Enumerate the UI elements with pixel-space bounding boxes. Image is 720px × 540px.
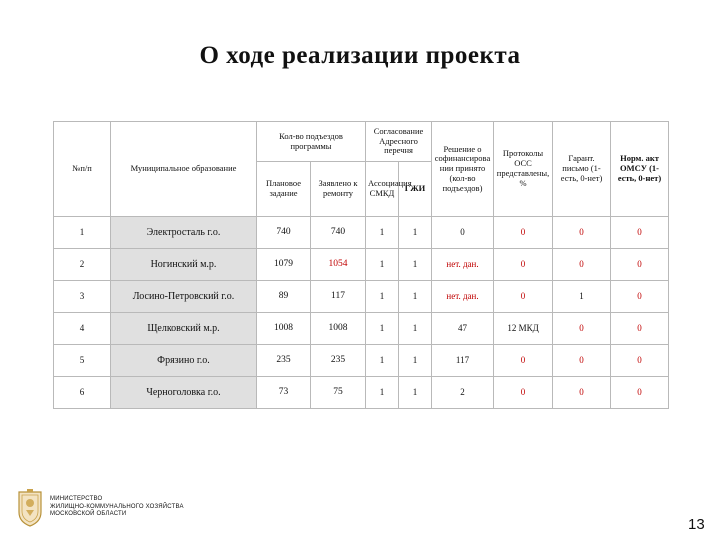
row-gzhi: 1 (399, 377, 432, 409)
row-num: 3 (54, 281, 111, 313)
row-gzhi: 1 (399, 345, 432, 377)
table-row (54, 249, 669, 281)
header-num: №п/п (54, 122, 111, 217)
header-gzhi: ГЖИ (399, 162, 432, 217)
row-planned: 1008 (257, 313, 311, 345)
row-association: 1 (366, 377, 399, 409)
header-entrances-group: Кол-во подъездов программы (257, 122, 366, 162)
row-norm: 0 (611, 345, 669, 377)
row-municipality: Черноголовка г.о. (111, 377, 257, 409)
row-municipality: Фрязино г.о. (111, 345, 257, 377)
row-norm: 0 (611, 377, 669, 409)
row-cofinancing: 117 (432, 345, 494, 377)
row-gzhi: 1 (399, 217, 432, 249)
coat-of-arms-icon (16, 488, 44, 528)
row-municipality: Ногинский м.р. (111, 249, 257, 281)
ministry-caption (50, 496, 184, 519)
row-municipality: Щелковский м.р. (111, 313, 257, 345)
row-norm: 0 (611, 313, 669, 345)
header-oss: Протоколы ОСС представлены, % (494, 122, 553, 217)
header-municipality: Муниципальное образование (111, 122, 257, 217)
row-oss: 0 (494, 281, 553, 313)
row-planned: 235 (257, 345, 311, 377)
row-gzhi: 1 (399, 313, 432, 345)
header-planned: Плановое задание (257, 162, 311, 217)
header-declared: Заявлено к ремонту (311, 162, 366, 217)
table-row (54, 313, 669, 345)
header-cofinancing: Решение о софинансирова нии принято (кол-во подъездов) (432, 122, 494, 217)
row-declared: 235 (311, 345, 366, 377)
row-municipality: Лосино-Петровский г.о. (111, 281, 257, 313)
row-planned: 73 (257, 377, 311, 409)
header-guarantee: Гарант. письмо (1-есть, 0-нет) (553, 122, 611, 217)
row-num: 2 (54, 249, 111, 281)
row-norm: 0 (611, 249, 669, 281)
ministry-line: МИНИСТЕРСТВО (50, 496, 103, 502)
row-planned: 740 (257, 217, 311, 249)
header-norm: Норм. акт ОМСУ (1-есть, 0-нет) (611, 122, 669, 217)
row-cofinancing: 0 (432, 217, 494, 249)
row-municipality: Электросталь г.о. (111, 217, 257, 249)
row-declared: 740 (311, 217, 366, 249)
page-number: 13 (688, 516, 705, 533)
row-cofinancing: нет. дан. (432, 249, 494, 281)
row-association: 1 (366, 345, 399, 377)
row-declared: 1054 (311, 249, 366, 281)
row-association: 1 (366, 217, 399, 249)
row-num: 4 (54, 313, 111, 345)
row-planned: 1079 (257, 249, 311, 281)
row-guarantee: 0 (553, 345, 611, 377)
row-num: 5 (54, 345, 111, 377)
header-address-list: Согласование Адресного перечня (366, 122, 432, 162)
ministry-line: ЖИЛИЩНО-КОММУНАЛЬНОГО ХОЗЯЙСТВА (50, 503, 184, 510)
slide-title: О ходе реализации проекта (199, 42, 521, 69)
row-norm: 0 (611, 281, 669, 313)
row-oss: 0 (494, 377, 553, 409)
row-norm: 0 (611, 217, 669, 249)
row-guarantee: 0 (553, 377, 611, 409)
row-gzhi: 1 (399, 281, 432, 313)
row-guarantee: 1 (553, 281, 611, 313)
row-association: 1 (366, 281, 399, 313)
row-cofinancing: 47 (432, 313, 494, 345)
row-declared: 75 (311, 377, 366, 409)
table-row (54, 217, 669, 249)
row-association: 1 (366, 313, 399, 345)
table-row (54, 345, 669, 377)
table-row (54, 377, 669, 409)
row-guarantee: 0 (553, 313, 611, 345)
row-association: 1 (366, 249, 399, 281)
row-gzhi: 1 (399, 249, 432, 281)
ministry-line: МОСКОВСКОЙ ОБЛАСТИ (50, 511, 127, 517)
header-association: Ассоциация СМКД (366, 162, 399, 217)
row-oss: 0 (494, 345, 553, 377)
row-oss: 0 (494, 249, 553, 281)
row-planned: 89 (257, 281, 311, 313)
project-status-table (53, 121, 669, 409)
row-num: 6 (54, 377, 111, 409)
row-cofinancing: 2 (432, 377, 494, 409)
row-num: 1 (54, 217, 111, 249)
table-row (54, 281, 669, 313)
row-oss: 0 (494, 217, 553, 249)
row-declared: 1008 (311, 313, 366, 345)
row-guarantee: 0 (553, 249, 611, 281)
row-oss: 12 МКД (494, 313, 553, 345)
row-guarantee: 0 (553, 217, 611, 249)
row-cofinancing: нет. дан. (432, 281, 494, 313)
row-declared: 117 (311, 281, 366, 313)
